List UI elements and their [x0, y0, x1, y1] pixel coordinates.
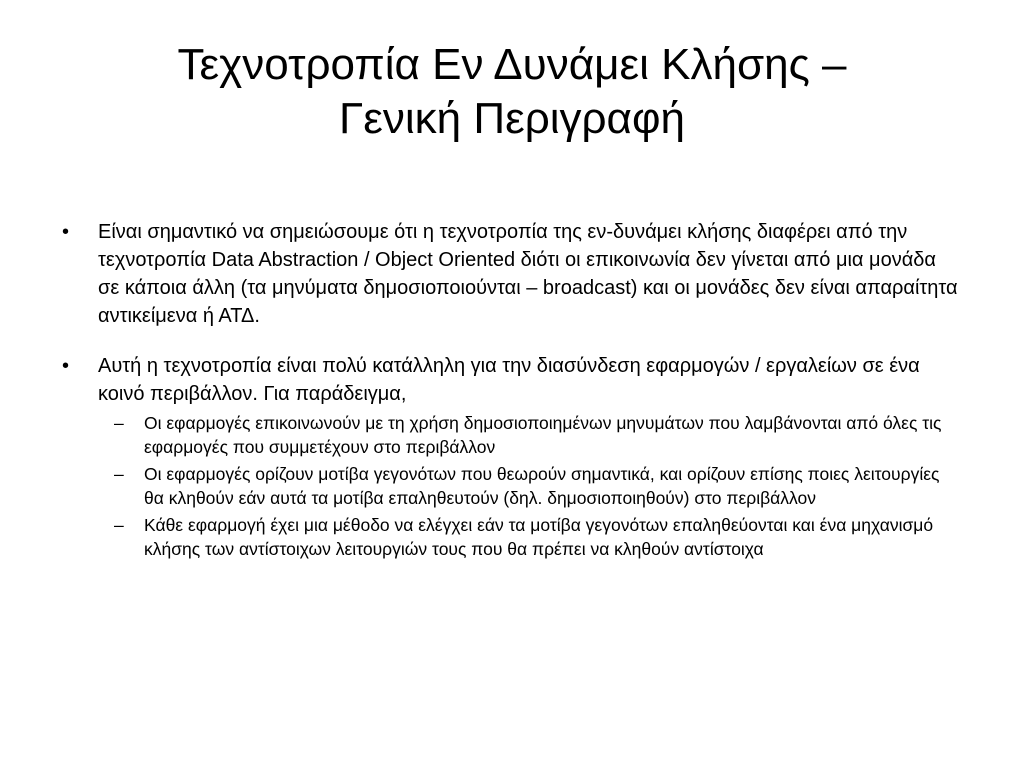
bullet-dot-icon: • — [62, 355, 70, 377]
sub-bullet-item-2 — [62, 462, 962, 510]
sub-bullet-list — [62, 411, 962, 561]
sub-bullet-item-1 — [62, 411, 962, 459]
bullet-item-2 — [62, 352, 962, 408]
dash-icon: – — [114, 515, 124, 535]
sub-bullet-text-2: Οι εφαρμογές ορίζουν μοτίβα γεγονότων που θεωρούν σημαντικά, και ορίζουν επίσης ποιες λειτουργίες θα κληθούν εάν αυτά τα μοτίβα επαληθευτούν (δηλ. δημοσιοποιηθούν) στο περιβάλλον — [144, 464, 940, 508]
slide-title-line-1: Τεχνοτροπία Εν Δυνάμει Κλήσης – — [177, 40, 847, 89]
bullet-item-1 — [62, 218, 962, 330]
sub-bullet-item-3 — [62, 513, 962, 561]
slide-title-line-2: Γενική Περιγραφή — [339, 94, 685, 143]
slide-title — [60, 38, 964, 146]
sub-bullet-text-1: Οι εφαρμογές επικοινωνούν με τη χρήση δημοσιοποιημένων μηνυμάτων που λαμβάνονται από όλες τις εφαρμογές που συμμετέχουν στο περιβάλλον — [144, 413, 942, 457]
bullet-text-2: Αυτή η τεχνοτροπία είναι πολύ κατάλληλη για την διασύνδεση εφαρμογών / εργαλείων σε ένα κοινό περιβάλλον. Για παράδειγμα, — [98, 355, 920, 405]
bullet-text-1: Είναι σημαντικό να σημειώσουμε ότι η τεχνοτροπία της εν-δυνάμει κλήσης διαφέρει από την τεχνοτροπία Data Abstraction / Object Oriented διότι οι επικοινωνία δεν γίνεται από μια μονάδα σε κάποια άλλη (τα μηνύματα δημοσιοποιούνται – broadcast) και οι μονάδες δεν είναι απαραίτητα αντικείμενα ή ΑΤΔ. — [98, 221, 958, 327]
dash-icon: – — [114, 464, 124, 484]
sub-bullet-text-3: Κάθε εφαρμογή έχει μια μέθοδο να ελέγχει εάν τα μοτίβα γεγονότων επαληθεύονται και ένα μηχανισμό κλήσης των αντίστοιχων λειτουργιών τους που θα πρέπει να κληθούν αντίστοιχα — [144, 515, 934, 559]
dash-icon: – — [114, 413, 124, 433]
slide-body — [62, 218, 962, 561]
bullet-dot-icon: • — [62, 221, 70, 243]
